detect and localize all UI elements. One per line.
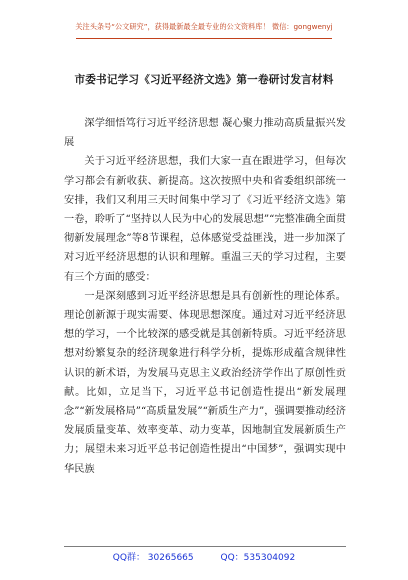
point-one-paragraph: 一是深刻感到习近平经济思想是具有创新性的理论体系。理论创新源于现实需要、体现思想深度。通过对习近平经济思想的学习，一个比较深的感受就是其创新特质。习近平经济思想对纷繁复杂的经济现象进行科学分析，提炼形成蕴含规律性认识的新术语，为发展马克思主义政治经济学作出了原创性贡献。比如，立足当下，习近平总书记创造性提出“新发展理念”“新发展格局”“高质量发展”“新质生产力”，强调要推动经济发展质量变革、效率变革、动力变革，因地制宜发展新质生产力；展望未来习近平总书记创造性提出“中国梦”，强调实现中华民族 — [64, 290, 346, 475]
qq-number: QQ：535304092 — [220, 553, 296, 563]
intro-paragraph: 关于习近平经济思想，我们大家一直在跟进学习，但每次学习都会有新收获、新提高。这次按照中央和省委组织部统一安排，我们又利用三天时间集中学习了《习近平经济文选》第一卷，聆听了“坚持以人民为中心的发展思想”“完整准确全面贯彻新发展理念”等8节课程，总体感觉受益匪浅，进一步加深了对习近平经济思想的认识和理解。重温三天的学习过程，主要有三个方面的感受： — [64, 156, 346, 283]
header-banner: 关注头条号“公文研究”，获得最新最全最专业的公文资料库！ 微信：gongwenyj — [75, 22, 333, 31]
document-body — [64, 114, 346, 479]
subtitle-paragraph: 深学细悟笃行习近平经济思想 凝心聚力推动高质量振兴发展 — [64, 118, 346, 149]
footer-contact — [0, 550, 408, 563]
footer-divider — [64, 546, 346, 547]
header-divider — [76, 38, 332, 39]
document-title: 市委书记学习《习近平经济文选》第一卷研讨发言材料 — [74, 74, 334, 86]
qq-group-number: QQ群： 30265665 — [112, 553, 194, 563]
